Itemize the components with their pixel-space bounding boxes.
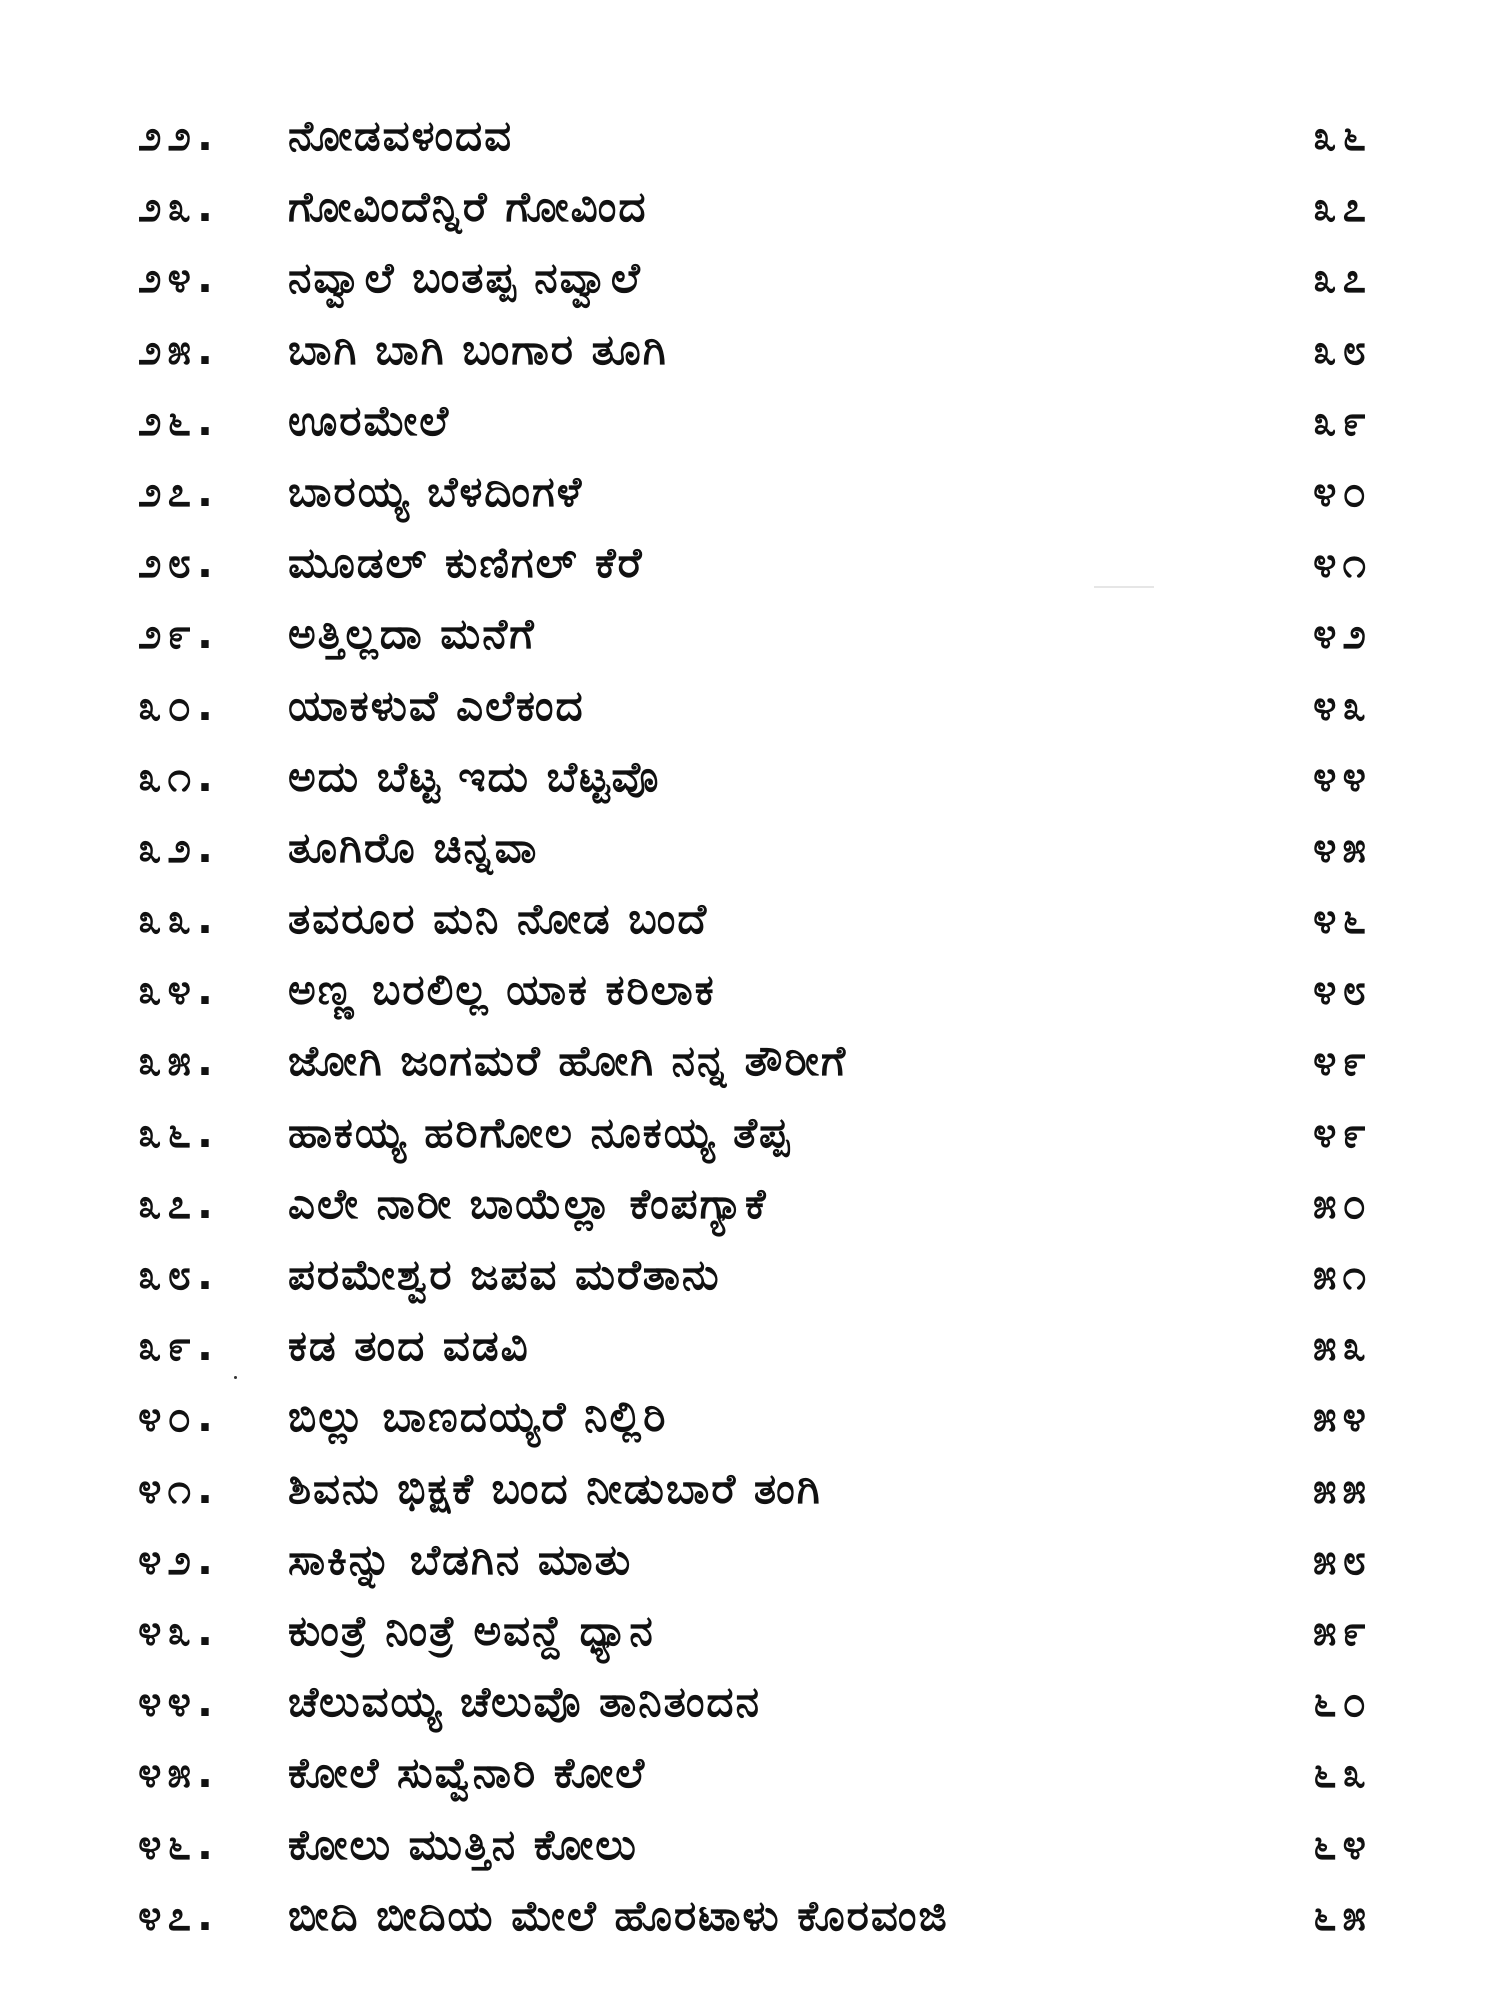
entry-page-number: ೫೯ [1312, 1605, 1372, 1655]
entry-title: ಬಿಲ್ಲು ಬಾಣದಯ್ಯರೆ ನಿಲ್ಲಿರಿ [288, 1392, 668, 1442]
entry-number: ೩೯. [138, 1321, 219, 1371]
toc-row [0, 527, 1500, 598]
entry-page-number: ೬೦ [1312, 1677, 1372, 1727]
entry-title: ಜೋಗಿ ಜಂಗಮರೆ ಹೋಗಿ ನನ್ನ ತೌರೀಗೆ [288, 1036, 848, 1086]
entry-page-number: ೩೮ [1312, 324, 1372, 374]
entry-title: ಗೋವಿಂದೆನ್ನಿರೆ ಗೋವಿಂದ [288, 182, 648, 232]
entry-number: ೨೫. [138, 324, 219, 374]
toc-row [0, 1595, 1500, 1666]
entry-page-number: ೩೭ [1312, 253, 1372, 303]
entry-number: ೨೭. [138, 466, 219, 516]
toc-row [0, 1880, 1500, 1951]
toc-row [0, 954, 1500, 1025]
entry-page-number: ೬೫ [1312, 1890, 1372, 1940]
entry-page-number: ೫೩ [1312, 1321, 1372, 1371]
entry-number: ೩೦. [138, 680, 219, 730]
entry-number: ೩೪. [138, 965, 219, 1015]
entry-title: ನೋಡವಳಂದವ [288, 111, 514, 160]
entry-page-number: ೫೪ [1312, 1392, 1372, 1442]
entry-number: ೪೫. [138, 1748, 219, 1798]
entry-title: ನವ್ವಾಲೆ ಬಂತಪ್ಪ ನವ್ವಾಲೆ [288, 253, 642, 303]
entry-number: ೪೨. [138, 1534, 219, 1584]
toc-row [0, 883, 1500, 954]
entry-title: ಅಣ್ಣ ಬರಲಿಲ್ಲ ಯಾಕ ಕರಿಲಾಕ [288, 965, 716, 1015]
entry-title: ಶಿವನು ಭಿಕ್ಷಕೆ ಬಂದ ನೀಡುಬಾರೆ ತಂಗಿ [288, 1463, 822, 1513]
entry-title: ಅತ್ತಿಲ್ಲದಾ ಮನೆಗೆ [288, 609, 536, 659]
entry-number: ೩೩. [138, 894, 219, 944]
entry-number: ೨೪. [138, 253, 219, 303]
entry-page-number: ೩೭ [1312, 182, 1372, 232]
toc-row [0, 456, 1500, 527]
toc-row [0, 1310, 1500, 1381]
entry-title: ಕುಂತ್ರೆ ನಿಂತ್ರೆ ಅವನ್ದೆ ಧ್ಯಾನ [288, 1605, 655, 1655]
entry-number: ೪೦. [138, 1392, 219, 1442]
toc-row [0, 1453, 1500, 1524]
entry-page-number: ೪೧ [1312, 538, 1372, 588]
entry-page-number: ೪೯ [1312, 1107, 1372, 1157]
toc-row [0, 171, 1500, 242]
entry-number: ೨೯. [138, 609, 219, 659]
toc-row [0, 1025, 1500, 1096]
entry-title: ಚೆಲುವಯ್ಯ ಚೆಲುವೊ ತಾನಿತಂದನ [288, 1677, 761, 1727]
entry-number: ೨೬. [138, 395, 219, 445]
toc-row [0, 598, 1500, 669]
toc-row [0, 1524, 1500, 1595]
entry-number: ೩೮. [138, 1250, 219, 1299]
entry-title: ತೂಗಿರೊ ಚಿನ್ನವಾ [288, 822, 539, 872]
entry-page-number: ೪೦ [1312, 466, 1372, 516]
entry-page-number: ೪೨ [1312, 609, 1372, 659]
entry-number: ೪೬. [138, 1819, 219, 1869]
toc-row [0, 1239, 1500, 1310]
entry-page-number: ೪೩ [1312, 680, 1372, 730]
toc-row [0, 812, 1500, 883]
entry-page-number: ೫೦ [1312, 1178, 1372, 1228]
entry-title: ಹಾಕಯ್ಯ ಹರಿಗೋಲ ನೂಕಯ್ಯ ತೆಪ್ಪ [288, 1107, 792, 1157]
entry-page-number: ೫೧ [1312, 1250, 1372, 1299]
scan-speck [234, 1376, 237, 1379]
entry-number: ೪೧. [138, 1463, 219, 1513]
entry-number: ೩೧. [138, 751, 219, 801]
toc-row [0, 242, 1500, 313]
entry-title: ಕಡ ತಂದ ವಡವಿ [288, 1321, 530, 1371]
entry-title: ಕೋಲೆ ಸುವ್ವೆನಾರಿ ಕೋಲೆ [288, 1748, 647, 1798]
entry-page-number: ೪೪ [1312, 751, 1372, 801]
toc-row [0, 314, 1500, 385]
entry-number: ೪೪. [138, 1677, 219, 1727]
entry-number: ೩೨. [138, 822, 219, 872]
entry-title: ಬಾರಯ್ಯ ಬೆಳದಿಂಗಳೆ [288, 466, 584, 516]
toc-row [0, 670, 1500, 741]
entry-page-number: ೩೯ [1312, 395, 1372, 445]
entry-page-number: ೩೬ [1312, 111, 1372, 160]
toc-row [0, 1809, 1500, 1880]
toc-row [0, 100, 1500, 171]
toc-row [0, 1737, 1500, 1808]
entry-page-number: ೪೯ [1312, 1036, 1372, 1086]
entry-page-number: ೪೬ [1312, 894, 1372, 944]
entry-page-number: ೪೮ [1312, 965, 1372, 1015]
entry-title: ಊರಮೇಲೆ [288, 395, 451, 445]
entry-number: ೨೮. [138, 538, 219, 588]
entry-title: ಬೀದಿ ಬೀದಿಯ ಮೇಲೆ ಹೊರಟಾಳು ಕೊರವಂಜಿ [288, 1890, 949, 1940]
entry-page-number: ೫೮ [1312, 1534, 1372, 1584]
toc-row [0, 385, 1500, 456]
entry-title: ಮೂಡಲ್ ಕುಣಿಗಲ್ ಕೆರೆ [288, 538, 644, 588]
scan-smudge [1094, 586, 1154, 588]
toc-row [0, 1097, 1500, 1168]
entry-number: ೨೨. [138, 111, 219, 160]
toc-row [0, 1666, 1500, 1737]
toc-row [0, 1168, 1500, 1239]
entry-title: ಸಾಕಿನ್ನು ಬೆಡಗಿನ ಮಾತು [288, 1534, 633, 1584]
entry-number: ೪೩. [138, 1605, 219, 1655]
entry-title: ತವರೂರ ಮನಿ ನೋಡ ಬಂದೆ [288, 894, 709, 944]
entry-page-number: ೬೪ [1312, 1819, 1372, 1869]
entry-title: ಕೋಲು ಮುತ್ತಿನ ಕೋಲು [288, 1819, 638, 1869]
entry-page-number: ೬೩ [1312, 1748, 1372, 1798]
entry-title: ಅದು ಬೆಟ್ಟ ಇದು ಬೆಟ್ಟವೊ [288, 751, 661, 801]
entry-title: ಎಲೇ ನಾರೀ ಬಾಯೆಲ್ಲಾ ಕೆಂಪಗ್ಯಾಕೆ [288, 1178, 768, 1228]
toc-row [0, 1381, 1500, 1452]
toc-row [0, 741, 1500, 812]
entry-number: ೪೭. [138, 1890, 219, 1940]
entry-title: ಪರಮೇಶ್ವರ ಜಪವ ಮರೆತಾನು [288, 1250, 721, 1299]
entry-title: ಯಾಕಳುವೆ ಎಲೆಕಂದ [288, 680, 585, 730]
entry-number: ೩೬. [138, 1107, 219, 1157]
entry-title: ಬಾಗಿ ಬಾಗಿ ಬಂಗಾರ ತೂಗಿ [288, 324, 668, 374]
entry-number: ೩೭. [138, 1178, 219, 1228]
entry-page-number: ೪೫ [1312, 822, 1372, 872]
entry-number: ೨೩. [138, 182, 219, 232]
entry-number: ೩೫. [138, 1036, 219, 1086]
table-of-contents [0, 100, 1500, 1951]
entry-page-number: ೫೫ [1312, 1463, 1372, 1513]
